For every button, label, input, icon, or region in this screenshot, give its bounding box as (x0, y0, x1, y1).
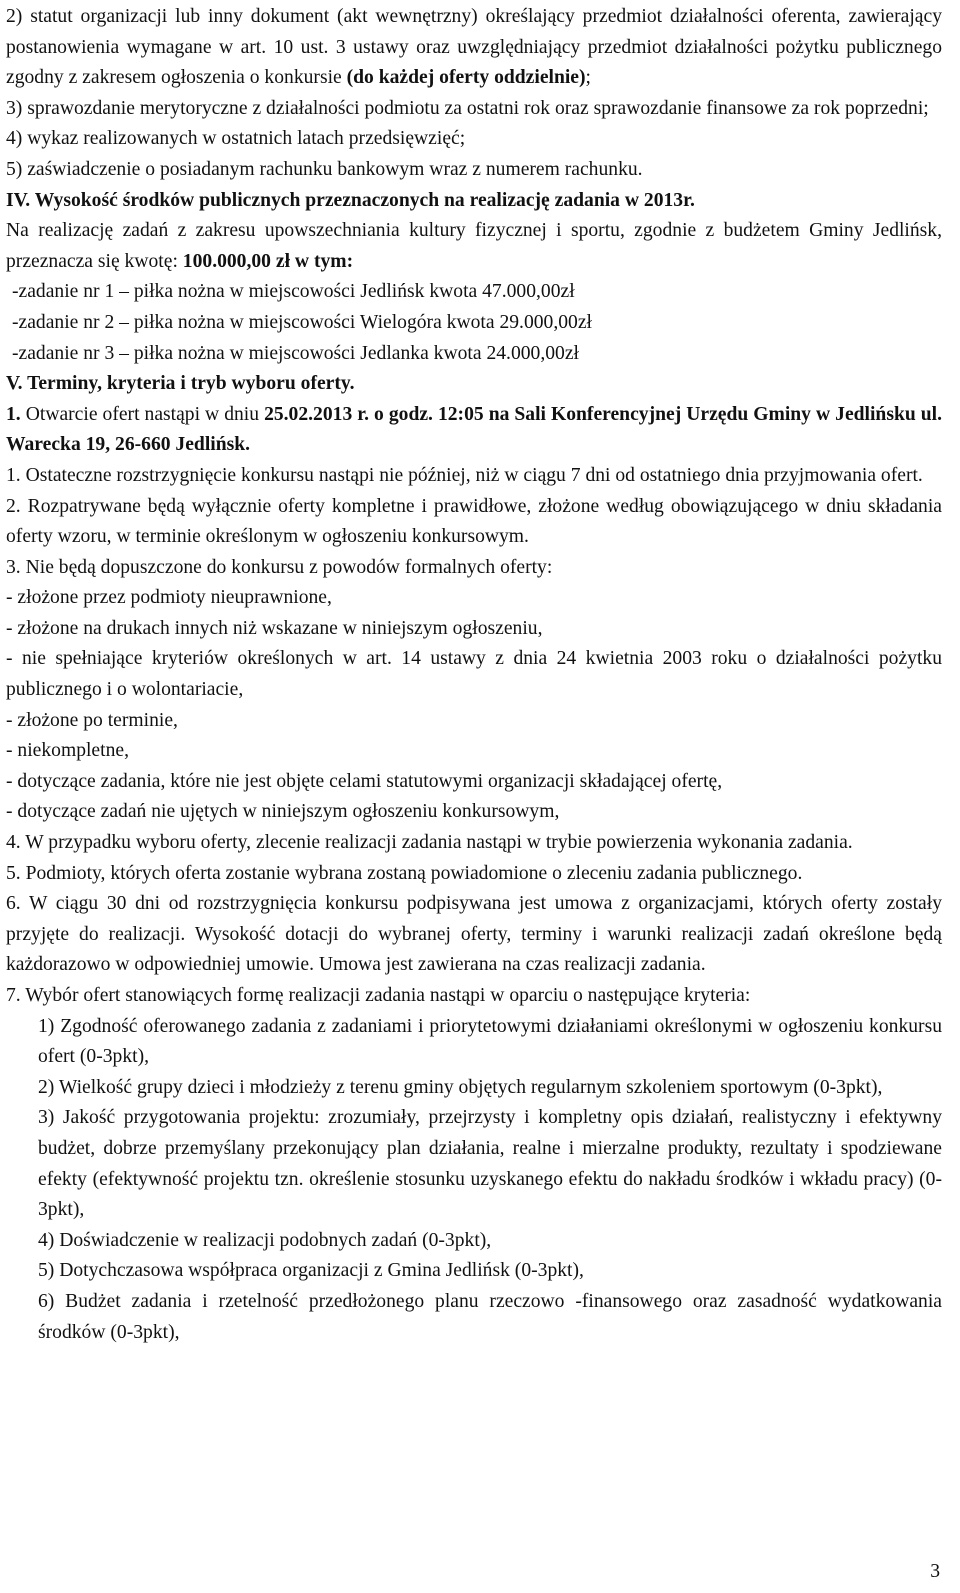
paragraph-4: 4. W przypadku wyboru oferty, zlecenie realizacji zadania nastąpi w trybie powierzenia wykonania zadania. (6, 832, 853, 854)
paragraph-1: 1. Ostateczne rozstrzygnięcie konkursu nastąpi nie później, niż w ciągu 7 dni od ostatniego dnia przyjmowania ofert. (6, 464, 923, 486)
exclusion-4: - złożone po terminie, (6, 709, 178, 731)
exclusion-5: - niekompletne, (6, 740, 129, 762)
paragraph-3: 3. Nie będą dopuszczone do konkursu z powodów formalnych oferty: (6, 556, 553, 578)
paragraph-7: 7. Wybór ofert stanowiących formę realizacji zadania nastąpi w oparciu o następujące kryteria: (6, 985, 751, 1006)
task-1: -zadanie nr 1 – piłka nożna w miejscowości Jedlińsk kwota 47.000,00zł (12, 281, 575, 303)
exclusion-1: - złożone przez podmioty nieuprawnione, (6, 587, 332, 609)
paragraph-5: 5. Podmioty, których oferta zostanie wybrana zostaną powiadomione o zleceniu zadania publicznego. (6, 862, 803, 884)
item-2-text: 2) statut organizacji lub inny dokument (akt wewnętrzny) określający przedmiot działalności oferenta, zawierający postanowienia wymagane w art. 10 ust. 3 ustawy oraz uwzględniający przedmiot działalności pożytku publicznego zgodny z zakresem ogłoszenia o konkursie (6, 6, 942, 89)
item-2-bold: (do każdej oferty oddzielnie) (346, 67, 586, 89)
opening-details: 25.02.2013 r. o godz. 12:05 na Sali Konferencyjnej Urzędu Gminy w Jedlińsku ul. Warecka 19, 26-660 Jedlińsk. (6, 403, 943, 456)
opening-info (6, 400, 942, 461)
item-3: 3) sprawozdanie merytoryczne z działalności podmiotu za ostatni rok oraz sprawozdanie finansowe za rok poprzedni; (6, 97, 929, 119)
section-4-heading: IV. Wysokość środków publicznych przeznaczonych na realizację zadania w 2013r. (6, 189, 695, 211)
item-2 (6, 2, 942, 94)
exclusion-7: - dotyczące zadań nie ujętych w niniejszym ogłoszeniu konkursowym, (6, 801, 560, 823)
task-2: -zadanie nr 2 – piłka nożna w miejscowości Wielogóra kwota 29.000,00zł (12, 311, 592, 333)
exclusion-2: - złożone na drukach innych niż wskazane w niniejszym ogłoszeniu, (6, 617, 543, 639)
page-number: 3 (930, 1561, 940, 1582)
item-2-end: ; (585, 67, 591, 89)
opening-text: Otwarcie ofert nastąpi w dniu (25, 403, 265, 425)
section-4-body: Na realizację zadań z zakresu upowszechniania kultury fizycznej i sportu, zgodnie z budżetem Gminy Jedlińsk, przeznacza się kwotę: (6, 220, 942, 272)
criterion-4: 4) Doświadczenie w realizacji podobnych zadań (0-3pkt), (38, 1229, 492, 1251)
paragraph-6: 6. W ciągu 30 dni od rozstrzygnięcia konkursu podpisywana jest umowa z organizacjami, których oferty zostały przyjęte do realizacji. Wysokość dotacji do wybranej oferty, terminy i warunki realizacji zadań określone będą każdorazowo w odpowiedniej umowie. Umowa jest zawierana na czas realizacji zadania. (6, 893, 942, 976)
opening-number: 1. (6, 403, 26, 425)
paragraph-2: 2. Rozpatrywane będą wyłącznie oferty kompletne i prawidłowe, złożone według obowiązującego w dniu składania oferty wzoru, w terminie określonym w ogłoszeniu konkursowym. (6, 495, 942, 548)
item-5: 5) zaświadczenie o posiadanym rachunku bankowym wraz z numerem rachunku. (6, 158, 643, 180)
exclusion-3: - nie spełniające kryteriów określonych w art. 14 ustawy z dnia 24 kwietnia 2003 roku o działalności pożytku publicznego i o wolontariacie, (6, 648, 942, 701)
criterion-5: 5) Dotychczasowa współpraca organizacji z Gmina Jedlińsk (0-3pkt), (38, 1260, 584, 1282)
section-4-text (6, 216, 942, 277)
document-page (6, 0, 942, 1348)
exclusion-6: - dotyczące zadania, które nie jest objęte celami statutowymi organizacji składającej ofertę, (6, 770, 723, 792)
criterion-3: 3) Jakość przygotowania projektu: zrozumiały, przejrzysty i kompletny opis działań, realistyczny i efektywny budżet, dobrze przemyślany przekonujący plan działania, realne i mierzalne produkty, rezultaty i spodziewane efekty (efektywność projektu tzn. określenie stosunku uzyskanego efektu do nakładu środków i wkładu pracy) (0-3pkt), (38, 1107, 942, 1221)
item-4: 4) wykaz realizowanych w ostatnich latach przedsięwzięć; (6, 128, 466, 150)
task-3: -zadanie nr 3 – piłka nożna w miejscowości Jedlanka kwota 24.000,00zł (12, 342, 579, 364)
section-5-heading: V. Terminy, kryteria i tryb wyboru oferty. (6, 373, 355, 395)
section-4-amount: 100.000,00 zł w tym: (182, 250, 354, 272)
criterion-2: 2) Wielkość grupy dzieci i młodzieży z terenu gminy objętych regularnym szkoleniem sportowym (0-3pkt), (38, 1076, 883, 1098)
criterion-6: 6) Budżet zadania i rzetelność przedłożonego planu rzeczowo -finansowego oraz zasadność wydatkowania środków (0-3pkt), (38, 1290, 942, 1343)
criterion-1: 1) Zgodność oferowanego zadania z zadaniami i priorytetowymi działaniami określonymi w ogłoszeniu konkursu ofert (0-3pkt), (38, 1015, 942, 1068)
